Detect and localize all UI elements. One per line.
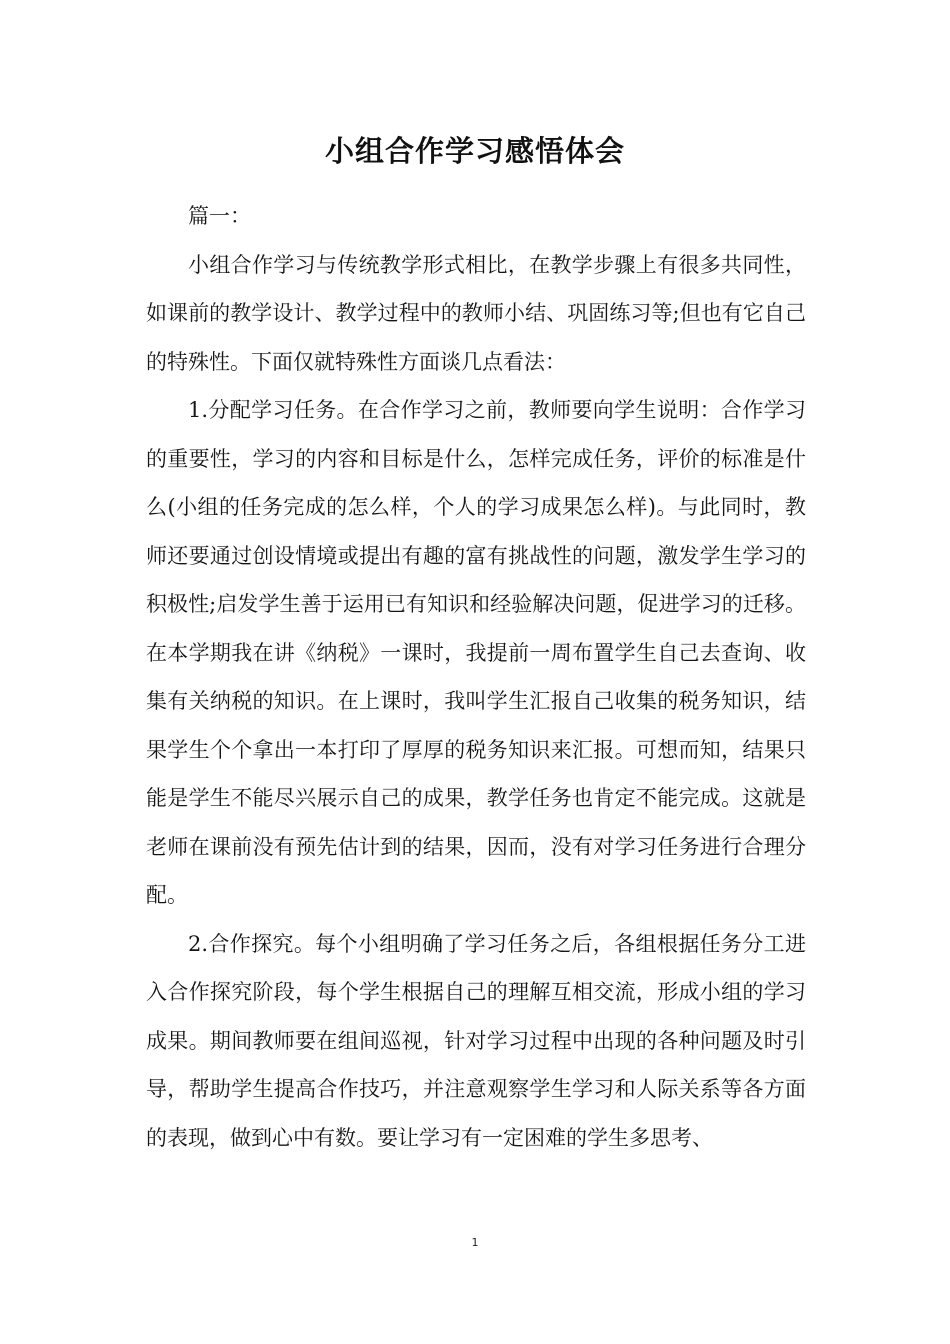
page-number: 1 — [471, 1236, 479, 1249]
paragraph-intro: 小组合作学习与传统教学形式相比，在教学步骤上有很多共同性，如课前的教学设计、教学过程中的教师小结、巩固练习等;但也有它自己的特殊性。下面仅就特殊性方面谈几点看法： — [146, 252, 806, 374]
document-body — [146, 192, 806, 1162]
document-title: 小组合作学习感悟体会 — [324, 134, 625, 169]
paragraph-point-1: 1.分配学习任务。在合作学习之前，教师要向学生说明：合作学习的重要性，学习的内容和目标是什么，怎样完成任务，评价的标准是什么(小组的任务完成的怎么样，个人的学习成果怎么样)。与此同时，教师还要通过创设情境或提出有趣的富有挑战性的问题，激发学生学习的积极性;启发学生善于运用已有知识和经验解决问题，促进学习的迁移。在本学期我在讲《纳税》一课时，我提前一周布置学生自己去查询、收集有关纳税的知识。在上课时，我叫学生汇报自己收集的税务知识，结果学生个个拿出一本打印了厚厚的税务知识来汇报。可想而知，结果只能是学生不能尽兴展示自己的成果，教学任务也肯定不能完成。这就是老师在课前没有预先估计到的结果，因而，没有对学习任务进行合理分配。 — [146, 398, 806, 907]
paragraph-point-2: 2.合作探究。每个小组明确了学习任务之后，各组根据任务分工进入合作探究阶段，每个学生根据自己的理解互相交流，形成小组的学习成果。期间教师要在组间巡视，针对学习过程中出现的各种问题及时引导，帮助学生提高合作技巧，并注意观察学生学习和人际关系等各方面的表现，做到心中有数。要让学习有一定困难的学生多思考、 — [146, 931, 806, 1150]
paragraph-heading: 篇一： — [188, 204, 251, 228]
